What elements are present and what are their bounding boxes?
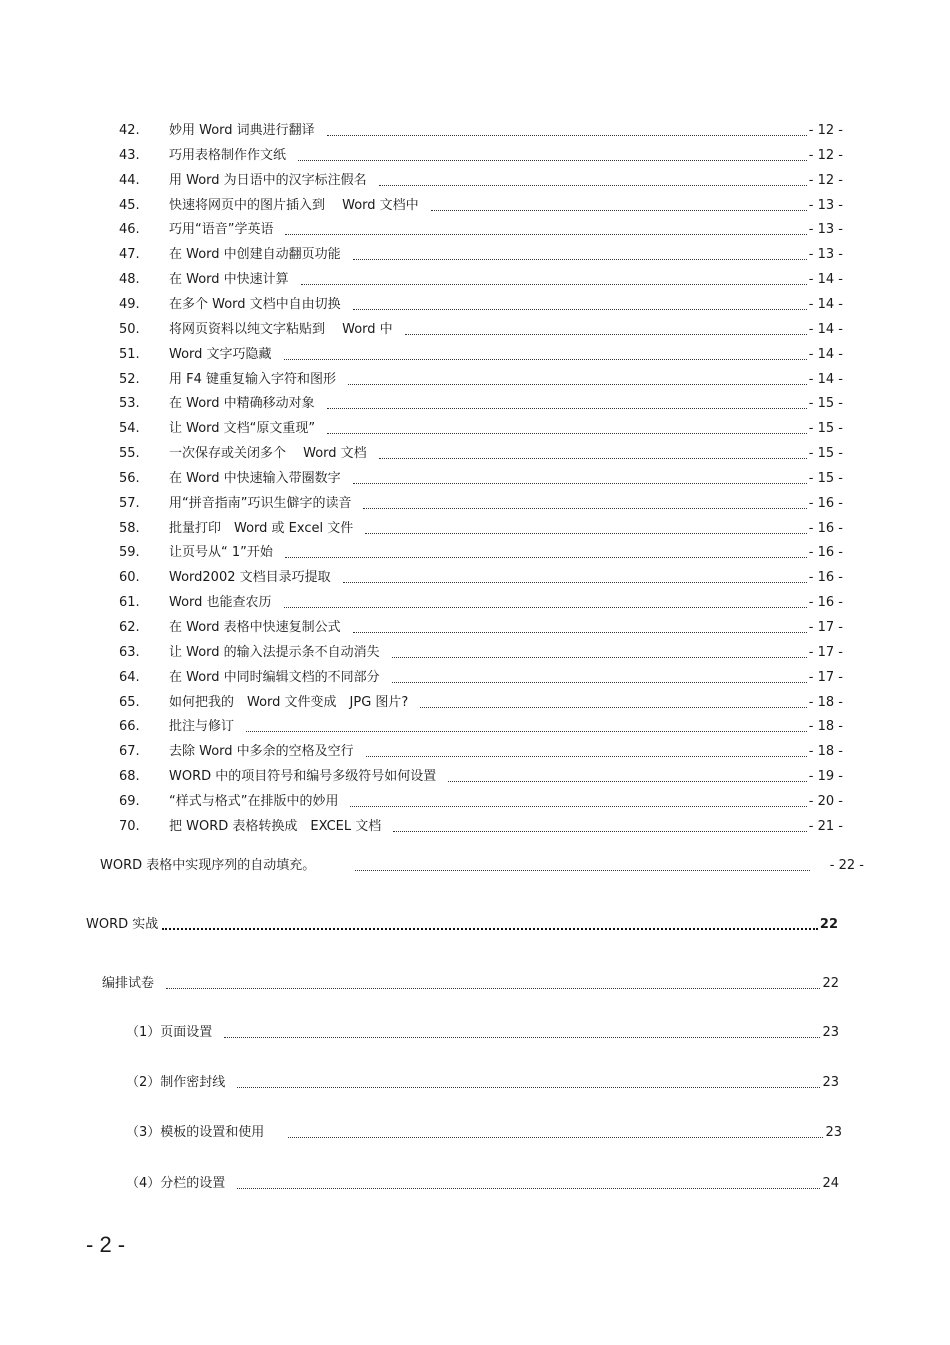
dot-leader — [355, 870, 810, 871]
toc-entry-title: 在 Word 中创建自动翻页功能 — [169, 247, 341, 262]
dot-leader — [285, 234, 806, 235]
toc-entry-number: 61. — [119, 595, 140, 610]
toc-entry — [119, 595, 843, 611]
toc-entry-title: 让页号从“ 1”开始 — [169, 545, 273, 560]
toc-entry — [119, 148, 843, 164]
dot-leader — [284, 359, 807, 360]
toc-entry — [119, 570, 843, 586]
toc-entry-number: 64. — [119, 670, 140, 685]
dot-leader — [365, 533, 807, 534]
toc-entry-page: - 15 - — [808, 421, 843, 436]
dot-leader — [298, 160, 807, 161]
toc-entry-page: - 16 - — [808, 570, 843, 585]
toc-entry-page: - 15 - — [808, 446, 843, 461]
dot-leader — [392, 657, 807, 658]
dot-leader — [288, 1137, 823, 1138]
toc-entry-page: - 14 - — [808, 372, 843, 387]
toc-entry-page: - 16 - — [808, 545, 843, 560]
toc-entry — [119, 744, 843, 760]
toc-entry-number: 67. — [119, 744, 140, 759]
toc-entry — [119, 421, 843, 437]
toc-entry-title: Word 文字巧隐藏 — [169, 347, 272, 362]
dot-leader — [348, 384, 807, 385]
toc-entry — [119, 769, 843, 785]
toc-entry-number: 52. — [119, 372, 140, 387]
dot-leader — [392, 682, 807, 683]
toc-entry-title: WORD 中的项目符号和编号多级符号如何设置 — [169, 769, 437, 784]
toc-entry-title: 用 Word 为日语中的汉字标注假名 — [169, 173, 367, 188]
toc-sub-item — [126, 1176, 839, 1192]
toc-entry-number: 55. — [119, 446, 140, 461]
dot-leader — [353, 483, 807, 484]
dot-leader — [379, 458, 807, 459]
toc-entry — [119, 123, 843, 139]
toc-entry-page: - 13 - — [808, 198, 843, 213]
toc-entry-page: - 18 - — [808, 744, 843, 759]
toc-entry-page: - 13 - — [808, 222, 843, 237]
toc-entry-title: 如何把我的 Word 文件变成 JPG 图片? — [169, 695, 409, 710]
toc-section-title: WORD 实战 — [86, 917, 159, 932]
toc-entry-title: 把 WORD 表格转换成 EXCEL 文档 — [169, 819, 382, 834]
toc-subsection-title: 编排试卷 — [102, 976, 155, 991]
toc-entry-title: Word2002 文档目录巧提取 — [169, 570, 331, 585]
dot-leader — [353, 309, 807, 310]
toc-sub-item-page: 23 — [822, 1025, 839, 1040]
toc-entry-page: - 14 - — [808, 347, 843, 362]
toc-entry-title: 在 Word 中精确移动对象 — [169, 396, 315, 411]
toc-entry-title: 将网页资料以纯文字粘贴到 Word 中 — [169, 322, 393, 337]
toc-entry-page: - 19 - — [808, 769, 843, 784]
toc-entry-title: 用“拼音指南”巧识生僻字的读音 — [169, 496, 352, 511]
dot-leader — [285, 557, 807, 558]
dot-leader — [405, 334, 807, 335]
toc-entry-title: 一次保存或关闭多个 Word 文档 — [169, 446, 367, 461]
dot-leader — [327, 135, 807, 136]
toc-entry-page: - 18 - — [808, 719, 843, 734]
toc-entry-page: - 17 - — [808, 670, 843, 685]
toc-entry — [119, 198, 843, 214]
dot-leader — [343, 582, 807, 583]
toc-sub-item-title: （3）模板的设置和使用 — [126, 1125, 265, 1140]
toc-entry-title: 批量打印 Word 或 Excel 文件 — [169, 521, 354, 536]
toc-entry-page: - 15 - — [808, 471, 843, 486]
toc-entry-number: 49. — [119, 297, 140, 312]
toc-entry-number: 62. — [119, 620, 140, 635]
toc-entry-page: - 16 - — [808, 496, 843, 511]
toc-entry-title: 让 Word 文档“原文重现” — [169, 421, 316, 436]
toc-entry-page: - 14 - — [808, 297, 843, 312]
toc-entry-title: 在 Word 表格中快速复制公式 — [169, 620, 341, 635]
toc-entry-title: Word 也能查农历 — [169, 595, 272, 610]
toc-sub-item-page: 23 — [822, 1075, 839, 1090]
toc-entry-title: 巧用表格制作作文纸 — [169, 148, 287, 163]
toc-entry-page: - 22 - — [829, 858, 864, 873]
toc-entry-title: 巧用“语音”学英语 — [169, 222, 274, 237]
dot-leader — [224, 1037, 820, 1038]
toc-entry-page: - 12 - — [808, 123, 843, 138]
toc-entry-number: 44. — [119, 173, 140, 188]
toc-entry-title: 妙用 Word 词典进行翻译 — [169, 123, 315, 138]
toc-entry-title: 用 F4 键重复输入字符和图形 — [169, 372, 337, 387]
toc-entry-page: - 21 - — [808, 819, 843, 834]
toc-sub-item-title: （4）分栏的设置 — [126, 1176, 226, 1191]
toc-sub-item — [126, 1125, 842, 1141]
toc-entry-page: - 16 - — [808, 595, 843, 610]
dot-leader — [246, 731, 807, 732]
toc-entry-word-sequence — [100, 858, 864, 874]
toc-entry-page: - 16 - — [808, 521, 843, 536]
dot-leader — [366, 756, 807, 757]
toc-entry — [119, 521, 843, 537]
toc-entry-number: 60. — [119, 570, 140, 585]
dot-leader — [162, 928, 818, 930]
toc-entry — [119, 670, 843, 686]
dot-leader — [353, 259, 807, 260]
toc-entry — [119, 794, 843, 810]
toc-entry-number: 51. — [119, 347, 140, 362]
toc-entry-page: - 12 - — [808, 148, 843, 163]
toc-entry-page: - 17 - — [808, 645, 843, 660]
toc-entry — [119, 322, 843, 338]
dot-leader — [327, 408, 807, 409]
dot-leader — [363, 508, 806, 509]
toc-entry — [119, 819, 843, 835]
toc-entry-number: 42. — [119, 123, 140, 138]
toc-entry — [119, 173, 843, 189]
toc-entry-title: 在 Word 中同时编辑文档的不同部分 — [169, 670, 380, 685]
toc-sub-item-title: （2）制作密封线 — [126, 1075, 226, 1090]
toc-entry-title: 让 Word 的输入法提示条不自动消失 — [169, 645, 380, 660]
toc-subsection-page: 22 — [822, 976, 839, 991]
toc-entry-page: - 15 - — [808, 396, 843, 411]
dot-leader — [284, 607, 807, 608]
toc-entry-number: 54. — [119, 421, 140, 436]
toc-entry-page: - 17 - — [808, 620, 843, 635]
toc-entry-page: - 14 - — [808, 322, 843, 337]
toc-entry-number: 58. — [119, 521, 140, 536]
toc-entry-title: 快速将网页中的图片插入到 Word 文档中 — [169, 198, 419, 213]
toc-entry-number: 50. — [119, 322, 140, 337]
toc-entry — [119, 446, 843, 462]
toc-entry — [119, 645, 843, 661]
dot-leader — [237, 1188, 820, 1189]
toc-entry — [119, 297, 843, 313]
dot-leader — [448, 781, 807, 782]
dot-leader — [379, 185, 807, 186]
toc-entry-title: “样式与格式”在排版中的妙用 — [169, 794, 339, 809]
toc-entry-number: 69. — [119, 794, 140, 809]
toc-entry-number: 43. — [119, 148, 140, 163]
toc-sub-item-page: 24 — [822, 1176, 839, 1191]
toc-entry-number: 47. — [119, 247, 140, 262]
toc-entry — [119, 347, 843, 363]
toc-entry-number: 56. — [119, 471, 140, 486]
toc-entry-number: 45. — [119, 198, 140, 213]
dot-leader — [327, 433, 807, 434]
toc-section-page: 22 — [819, 917, 838, 932]
toc-entry-number: 68. — [119, 769, 140, 784]
toc-section-word-practice — [86, 917, 838, 933]
toc-entry — [119, 471, 843, 487]
toc-entry-number: 57. — [119, 496, 140, 511]
toc-entry-title: 在 Word 中快速输入带圈数字 — [169, 471, 341, 486]
toc-entry — [119, 272, 843, 288]
toc-entry-title: 在 Word 中快速计算 — [169, 272, 289, 287]
toc-entry — [119, 247, 843, 263]
dot-leader — [420, 707, 806, 708]
toc-entry-number: 63. — [119, 645, 140, 660]
toc-subsection-exam — [102, 976, 839, 992]
toc-entry-number: 59. — [119, 545, 140, 560]
toc-sub-item-title: （1）页面设置 — [126, 1025, 213, 1040]
dot-leader — [431, 210, 807, 211]
toc-entry-number: 48. — [119, 272, 140, 287]
dot-leader — [393, 831, 807, 832]
toc-entry-number: 46. — [119, 222, 140, 237]
page-number: - 2 - — [86, 1232, 126, 1257]
dot-leader — [350, 806, 806, 807]
toc-entry-title: 在多个 Word 文档中自由切换 — [169, 297, 341, 312]
toc-entry-number: 66. — [119, 719, 140, 734]
dot-leader — [301, 284, 807, 285]
toc-entry-page: - 13 - — [808, 247, 843, 262]
toc-entry-number: 53. — [119, 396, 140, 411]
toc-entry — [119, 695, 843, 711]
toc-entry — [119, 496, 843, 512]
dot-leader — [353, 632, 807, 633]
toc-entry-page: - 12 - — [808, 173, 843, 188]
toc-entry — [119, 222, 843, 238]
toc-sub-item — [126, 1025, 839, 1041]
toc-entry — [119, 620, 843, 636]
toc-sub-item-page: 23 — [825, 1125, 842, 1140]
toc-sub-item — [126, 1075, 839, 1091]
toc-entry-title: 批注与修订 — [169, 719, 235, 734]
toc-entry-title: 去除 Word 中多余的空格及空行 — [169, 744, 354, 759]
toc-entry-title: WORD 表格中实现序列的自动填充。 — [100, 858, 316, 873]
toc-entry — [119, 719, 843, 735]
dot-leader — [166, 988, 820, 989]
toc-entry — [119, 396, 843, 412]
toc-entry-page: - 20 - — [808, 794, 843, 809]
toc-entry-page: - 14 - — [808, 272, 843, 287]
toc-entry-number: 65. — [119, 695, 140, 710]
toc-entry — [119, 372, 843, 388]
toc-entry-number: 70. — [119, 819, 140, 834]
dot-leader — [237, 1087, 820, 1088]
toc-entry — [119, 545, 843, 561]
toc-entry-page: - 18 - — [808, 695, 843, 710]
